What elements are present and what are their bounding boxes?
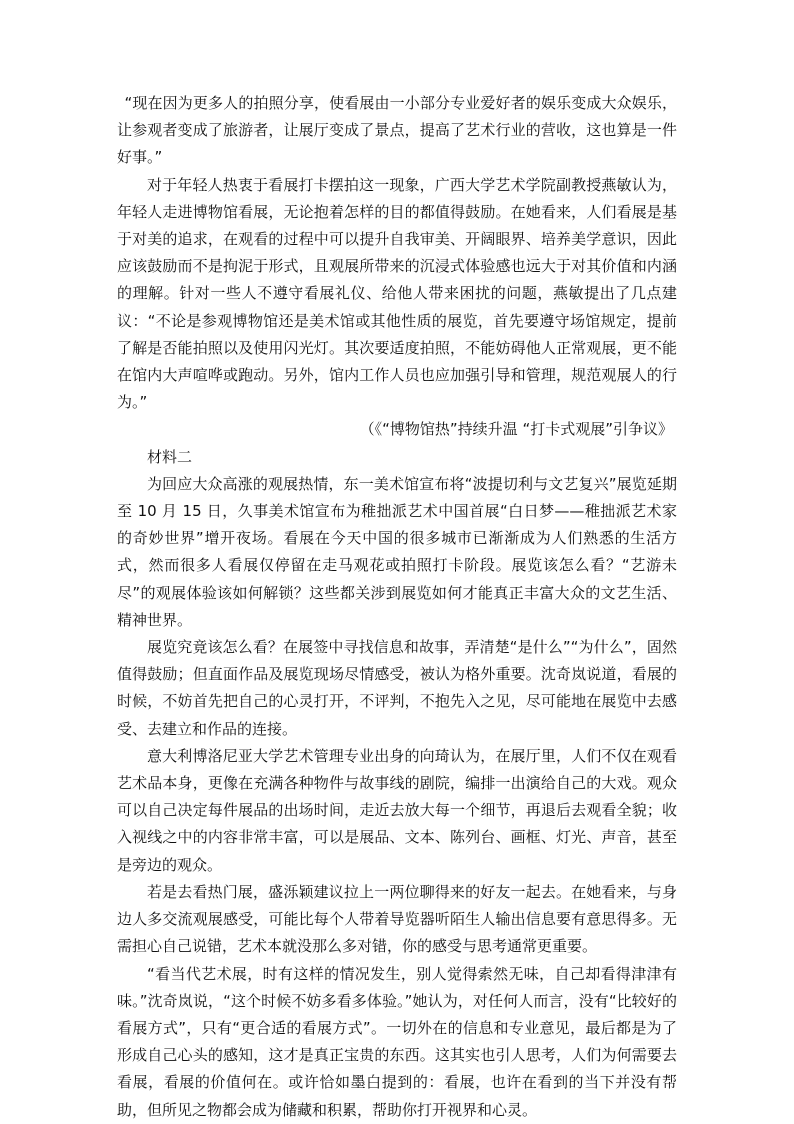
source-citation: （《“博物馆热”持续升温 “打卡式观展”引争议》 (359, 420, 673, 439)
document-page (117, 90, 677, 1124)
paragraph: 意大利博洛尼亚大学艺术管理专业出身的向琦认为，在展厅里，人们不仅在观看艺术品本身，更像在充满各种物件与故事线的剧院，编排一出演给自己的大戏。观众可以自己决定每件展品的出场时间，走近去放大每一个细节，再退后去观看全貌；收入视线之中的内容非常丰富，可以是展品、文本、陈列台、画框、灯光、声音，甚至是旁边的观众。 (117, 746, 677, 874)
section-heading: 材料二 (147, 447, 193, 466)
paragraph: 对于年轻人热衷于看展打卡摆拍这一现象，广西大学艺术学院副教授燕敏认为，年轻人走进博物馆看展，无论抱着怎样的目的都值得鼓励。在她看来，人们看展是基于对美的追求，在观看的过程中可以提升自我审美、开阔眼界、培养美学意识，因此应该鼓励而不是拘泥于形式，且观展所带来的沉浸式体验感也远大于对其价值和内涵的理解。针对一些人不遵守看展礼仪、给他人带来困扰的问题，燕敏提出了几点建议：“不论是参观博物馆还是美术馆或其他性质的展览，首先要遵守场馆规定，提前了解是否能拍照以及使用闪光灯。其次要适度拍照，不能妨碍他人正常观展，更不能在馆内大声喧哗或跑动。另外，馆内工作人员也应加强引导和管理，规范观展人的行为。” (117, 175, 677, 412)
paragraph: “现在因为更多人的拍照分享，使看展由一小部分专业爱好者的娱乐变成大众娱乐，让参观者变成了旅游者，让展厅变成了景点，提高了艺术行业的营收，这也算是一件好事。” (117, 94, 677, 167)
paragraph: “看当代艺术展，时有这样的情况发生，别人觉得索然无味，自己却看得津津有味。”沈奇岚说，“这个时候不妨多看多体验。”她认为，对任何人而言，没有“比较好的看展方式”，只有“更合适的看展方式”。一切外在的信息和专业意见，最后都是为了形成自己心头的感知，这才是真正宝贵的东西。这其实也引人思考，人们为何需要去看展，看展的价值何在。或许恰如墨白提到的：看展，也许在看到的当下并没有帮助，但所见之物都会成为储藏和积累，帮助你打开视界和心灵。 (117, 964, 677, 1119)
paragraph: 为回应大众高涨的观展热情，东一美术馆宣布将“波提切利与文艺复兴”展览延期至 10 月 15 日，久事美术馆宣布为稚拙派艺术中国首展“白日梦——稚拙派艺术家的奇妙世界”增开夜场。看展在今天中国的很多城市已渐渐成为人们熟悉的生活方式，然而很多人看展仅停留在走马观花或拍照打卡阶段。展览该怎么看？“艺游未尽”的观展体验该如何解锁？这些都关涉到展览如何才能真正丰富大众的文艺生活、精神世界。 (117, 474, 677, 629)
paragraph: 若是去看热门展，盛泺颖建议拉上一两位聊得来的好友一起去。在她看来，与身边人多交流观展感受，可能比每个人带着导览器听陌生人输出信息要有意思得多。无需担心自己说错，艺术本就没那么多对错，你的感受与思考通常更重要。 (117, 882, 677, 956)
paragraph: 展览究竟该怎么看？在展签中寻找信息和故事，弄清楚“是什么”“为什么”，固然值得鼓励；但直面作品及展览现场尽情感受，被认为格外重要。沈奇岚说道，看展的时候，不妨首先把自己的心灵打开，不评判，不抱先入之见，尽可能地在展览中去感受、去建立和作品的连接。 (117, 638, 677, 738)
